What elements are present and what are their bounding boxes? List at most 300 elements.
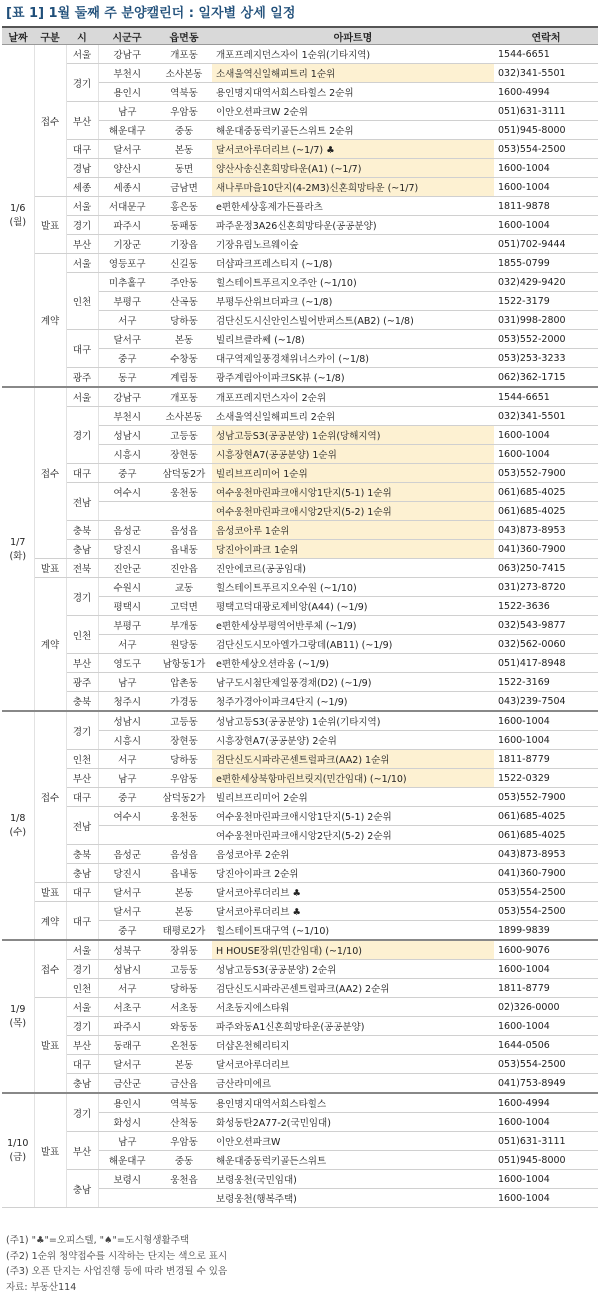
city-cell: 서울 (66, 998, 98, 1017)
header-row (2, 27, 598, 45)
city-cell: 부산 (66, 102, 98, 140)
header-city: 시 (66, 27, 98, 45)
district-cell: 달서구 (98, 902, 156, 921)
city-cell: 경기 (66, 1093, 98, 1132)
district-cell: 청주시 (98, 692, 156, 712)
town-cell: 가경동 (156, 692, 212, 712)
table-row (2, 769, 598, 788)
table-row (2, 578, 598, 597)
table-row (2, 788, 598, 807)
district-cell: 동구 (98, 368, 156, 388)
town-cell: 장위동 (156, 940, 212, 960)
district-cell: 성남시 (98, 426, 156, 445)
contact-cell: 061)685-4025 (494, 826, 598, 845)
apartment-cell: 금산라미에르 (212, 1074, 494, 1094)
apartment-cell: e편한세상부평역어반루체 (~1/9) (212, 616, 494, 635)
table-row (2, 1170, 598, 1189)
contact-cell: 1522-3169 (494, 673, 598, 692)
contact-cell: 032)341-5501 (494, 407, 598, 426)
city-cell: 부산 (66, 235, 98, 254)
city-cell: 인천 (66, 616, 98, 654)
date-cell: 1/7 (화) (2, 387, 34, 711)
table-row (2, 1132, 598, 1151)
town-cell: 고등동 (156, 711, 212, 731)
city-cell: 경남 (66, 159, 98, 178)
table-row (2, 864, 598, 883)
apartment-cell: 빌리브클라쎄 (~1/8) (212, 330, 494, 349)
town-cell: 웅천동 (156, 483, 212, 502)
city-cell: 충북 (66, 692, 98, 712)
district-cell: 음성군 (98, 521, 156, 540)
town-cell: 온천동 (156, 1036, 212, 1055)
district-cell: 강남구 (98, 45, 156, 64)
apartment-cell: 용인명지대역서희스타힐스 2순위 (212, 83, 494, 102)
district-cell: 서대문구 (98, 197, 156, 216)
district-cell (98, 1189, 156, 1208)
apartment-cell: 검단신도시파라곤센트럴파크(AA2) 2순위 (212, 979, 494, 998)
town-cell: 장현동 (156, 445, 212, 464)
city-cell: 부산 (66, 1036, 98, 1055)
city-cell: 서울 (66, 387, 98, 407)
header-contact: 연락처 (494, 27, 598, 45)
town-cell: 본동 (156, 330, 212, 349)
town-cell: 개포동 (156, 387, 212, 407)
type-cell: 발표 (34, 197, 66, 254)
apartment-cell: 대구역제일풍경채위너스카이 (~1/8) (212, 349, 494, 368)
town-cell: 삼덕동2가 (156, 464, 212, 483)
contact-cell: 1600-1004 (494, 960, 598, 979)
contact-cell: 1600-1004 (494, 426, 598, 445)
town-cell: 당하동 (156, 979, 212, 998)
contact-cell: 041)360-7900 (494, 540, 598, 559)
table-row (2, 483, 598, 502)
contact-cell: 1544-6651 (494, 387, 598, 407)
source-note: 자료: 부동산114 (6, 1281, 77, 1293)
contact-cell: 053)253-3233 (494, 349, 598, 368)
table-row (2, 407, 598, 426)
district-cell: 중구 (98, 349, 156, 368)
table-row (2, 102, 598, 121)
district-cell: 해운대구 (98, 1151, 156, 1170)
city-cell: 대구 (66, 1055, 98, 1074)
table-row (2, 1055, 598, 1074)
district-cell: 영도구 (98, 654, 156, 673)
apartment-cell: 해운대중동럭키골든스위트 2순위 (212, 121, 494, 140)
district-cell: 성남시 (98, 960, 156, 979)
district-cell (98, 502, 156, 521)
apartment-cell: 시흥장현A7(공공분양) 2순위 (212, 731, 494, 750)
header-apartment: 아파트명 (212, 27, 494, 45)
contact-cell: 053)552-7900 (494, 788, 598, 807)
town-cell: 소사본동 (156, 64, 212, 83)
apartment-cell: 음성코아루 1순위 (212, 521, 494, 540)
city-cell: 경기 (66, 216, 98, 235)
district-cell: 기장군 (98, 235, 156, 254)
contact-cell: 031)273-8720 (494, 578, 598, 597)
town-cell: 장현동 (156, 731, 212, 750)
town-cell: 서초동 (156, 998, 212, 1017)
table-row (2, 540, 598, 559)
contact-cell: 02)326-0000 (494, 998, 598, 1017)
date-cell: 1/8 (수) (2, 711, 34, 940)
city-cell: 충남 (66, 1074, 98, 1094)
table-row (2, 998, 598, 1017)
city-cell: 경기 (66, 64, 98, 102)
district-cell: 화성시 (98, 1113, 156, 1132)
contact-cell: 1811-8779 (494, 750, 598, 769)
table-row (2, 140, 598, 159)
district-cell: 세종시 (98, 178, 156, 197)
table-row (2, 673, 598, 692)
contact-cell: 053)554-2500 (494, 1055, 598, 1074)
town-cell: 소사본동 (156, 407, 212, 426)
table-row (2, 692, 598, 712)
city-cell: 경기 (66, 960, 98, 979)
contact-cell: 053)552-7900 (494, 464, 598, 483)
footnotes (6, 1233, 227, 1295)
contact-cell: 053)554-2500 (494, 902, 598, 921)
apartment-cell: 서초동지에스타워 (212, 998, 494, 1017)
town-cell: 기장읍 (156, 235, 212, 254)
contact-cell: 1600-4994 (494, 1093, 598, 1113)
city-cell: 부산 (66, 654, 98, 673)
district-cell: 음성군 (98, 845, 156, 864)
table-row (2, 559, 598, 578)
district-cell: 남구 (98, 1132, 156, 1151)
district-cell: 양산시 (98, 159, 156, 178)
table-row (2, 330, 598, 349)
apartment-cell: 새나루마을10단지(4-2M3)신혼희망타운 (~1/7) (212, 178, 494, 197)
apartment-cell: 여수웅천마린파크애시앙2단지(5-2) 2순위 (212, 826, 494, 845)
contact-cell: 1600-1004 (494, 731, 598, 750)
city-cell: 전북 (66, 559, 98, 578)
apartment-cell: 해운대중동럭키골든스위트 (212, 1151, 494, 1170)
apartment-cell: e편한세상오션라움 (~1/9) (212, 654, 494, 673)
district-cell: 진안군 (98, 559, 156, 578)
table-row (2, 521, 598, 540)
district-cell: 중구 (98, 788, 156, 807)
district-cell: 남구 (98, 673, 156, 692)
contact-cell: 032)543-9877 (494, 616, 598, 635)
town-cell (156, 826, 212, 845)
town-cell: 남항동1가 (156, 654, 212, 673)
town-cell: 음성읍 (156, 521, 212, 540)
contact-cell: 061)685-4025 (494, 502, 598, 521)
contact-cell: 031)998-2800 (494, 311, 598, 330)
table-row (2, 387, 598, 407)
contact-cell: 043)239-7504 (494, 692, 598, 712)
apartment-cell: 성남고등S3(공공분양) 1순위(당해지역) (212, 426, 494, 445)
town-cell: 부개동 (156, 616, 212, 635)
contact-cell: 053)554-2500 (494, 883, 598, 902)
type-cell: 발표 (34, 883, 66, 902)
city-cell: 서울 (66, 45, 98, 64)
type-cell: 계약 (34, 578, 66, 712)
district-cell: 달서구 (98, 140, 156, 159)
apartment-cell: 성남고등S3(공공분양) 1순위(기타지역) (212, 711, 494, 731)
district-cell: 평택시 (98, 597, 156, 616)
table-title: [표 1] 1월 둘째 주 분양캘린더 : 일자별 상세 일정 (6, 6, 296, 21)
town-cell: 주안동 (156, 273, 212, 292)
district-cell: 서초구 (98, 998, 156, 1017)
apartment-cell: e편한세상북항마린브릿지(민간임대) (~1/10) (212, 769, 494, 788)
town-cell: 홍은동 (156, 197, 212, 216)
type-cell: 접수 (34, 940, 66, 998)
city-cell: 광주 (66, 673, 98, 692)
apartment-cell: 당진아이파크 2순위 (212, 864, 494, 883)
district-cell (98, 826, 156, 845)
district-cell: 부천시 (98, 407, 156, 426)
town-cell: 태평로2가 (156, 921, 212, 941)
apartment-cell: 화성동탄2A77-2(국민임대) (212, 1113, 494, 1132)
district-cell: 수원시 (98, 578, 156, 597)
apartment-cell: 청주가경아이파크4단지 (~1/9) (212, 692, 494, 712)
header-type: 구분 (34, 27, 66, 45)
town-cell: 고등동 (156, 426, 212, 445)
apartment-cell: 남구도시첨단제일풍경채(D2) (~1/9) (212, 673, 494, 692)
schedule-table (2, 26, 598, 1208)
table-row (2, 750, 598, 769)
contact-cell: 1600-1004 (494, 1189, 598, 1208)
apartment-cell: 더샵온천헤리티지 (212, 1036, 494, 1055)
table-row (2, 940, 598, 960)
town-cell: 읍내동 (156, 864, 212, 883)
apartment-cell: 여수웅천마린파크애시앙1단지(5-1) 2순위 (212, 807, 494, 826)
district-cell: 남구 (98, 102, 156, 121)
contact-cell: 063)250-7415 (494, 559, 598, 578)
city-cell: 인천 (66, 273, 98, 330)
town-cell: 웅천읍 (156, 1170, 212, 1189)
table-row (2, 159, 598, 178)
town-cell: 본동 (156, 1055, 212, 1074)
contact-cell: 1855-0799 (494, 254, 598, 273)
apartment-cell: 개포프레지던스자이 1순위(기타지역) (212, 45, 494, 64)
header-town: 읍면동 (156, 27, 212, 45)
contact-cell: 051)945-8000 (494, 1151, 598, 1170)
district-cell: 용인시 (98, 1093, 156, 1113)
apartment-cell: 힐스테이트대구역 (~1/10) (212, 921, 494, 941)
city-cell: 인천 (66, 979, 98, 998)
footnote-2: (주2) 1순위 청약접수를 시작하는 단지는 색으로 표시 (6, 1250, 228, 1262)
district-cell: 부평구 (98, 292, 156, 311)
contact-cell: 032)429-9420 (494, 273, 598, 292)
apartment-cell: 달서코아루더리브 (~1/7) ♣ (212, 140, 494, 159)
schedule-body (2, 45, 598, 1208)
district-cell: 달서구 (98, 1055, 156, 1074)
contact-cell: 1600-1004 (494, 216, 598, 235)
district-cell: 파주시 (98, 1017, 156, 1036)
apartment-cell: 달서코아루더리브 ♣ (212, 883, 494, 902)
city-cell: 대구 (66, 464, 98, 483)
city-cell: 경기 (66, 711, 98, 750)
town-cell (156, 502, 212, 521)
city-cell: 인천 (66, 750, 98, 769)
district-cell: 중구 (98, 921, 156, 941)
contact-cell: 1811-8779 (494, 979, 598, 998)
table-row (2, 845, 598, 864)
apartment-cell: H HOUSE장위(민간임대) (~1/10) (212, 940, 494, 960)
city-cell: 충북 (66, 521, 98, 540)
town-cell: 웅천동 (156, 807, 212, 826)
city-cell: 충남 (66, 540, 98, 559)
table-row (2, 807, 598, 826)
town-cell: 삼덕동2가 (156, 788, 212, 807)
table-row (2, 1017, 598, 1036)
contact-cell: 062)362-1715 (494, 368, 598, 388)
city-cell: 전남 (66, 483, 98, 521)
type-cell: 발표 (34, 998, 66, 1094)
district-cell: 영등포구 (98, 254, 156, 273)
type-cell: 접수 (34, 45, 66, 197)
table-row (2, 711, 598, 731)
apartment-cell: 이안오션파크W (212, 1132, 494, 1151)
town-cell: 신길동 (156, 254, 212, 273)
contact-cell: 041)753-8949 (494, 1074, 598, 1094)
city-cell: 서울 (66, 197, 98, 216)
apartment-cell: 소새울역신일해피트리 1순위 (212, 64, 494, 83)
city-cell: 전남 (66, 807, 98, 845)
town-cell: 계림동 (156, 368, 212, 388)
contact-cell: 061)685-4025 (494, 483, 598, 502)
contact-cell: 041)360-7900 (494, 864, 598, 883)
contact-cell: 1600-1004 (494, 178, 598, 197)
table-row (2, 368, 598, 388)
town-cell: 원당동 (156, 635, 212, 654)
contact-cell: 1600-1004 (494, 711, 598, 731)
apartment-cell: 파주와동A1신혼희망타운(공공분양) (212, 1017, 494, 1036)
apartment-cell: 보령웅천(행복주택) (212, 1189, 494, 1208)
contact-cell: 1600-4994 (494, 83, 598, 102)
contact-cell: 1811-9878 (494, 197, 598, 216)
contact-cell: 043)873-8953 (494, 845, 598, 864)
apartment-cell: 달서코아루더리브 ♣ (212, 902, 494, 921)
town-cell: 금남면 (156, 178, 212, 197)
contact-cell: 1899-9839 (494, 921, 598, 941)
district-cell: 서구 (98, 635, 156, 654)
apartment-cell: 빌리브프리미어 1순위 (212, 464, 494, 483)
header-date: 날짜 (2, 27, 34, 45)
contact-cell: 051)417-8948 (494, 654, 598, 673)
district-cell: 미추홀구 (98, 273, 156, 292)
town-cell: 당하동 (156, 750, 212, 769)
district-cell: 서구 (98, 750, 156, 769)
district-cell: 해운대구 (98, 121, 156, 140)
city-cell: 충남 (66, 1170, 98, 1208)
table-row (2, 64, 598, 83)
contact-cell: 051)702-9444 (494, 235, 598, 254)
footnote-1: (주1) "♣"=오피스텔, "♠"=도시형생활주택 (6, 1235, 190, 1246)
apartment-cell: 부평두산위브더파크 (~1/8) (212, 292, 494, 311)
contact-cell: 051)631-3111 (494, 1132, 598, 1151)
apartment-cell: 광주계림아이파크SK뷰 (~1/8) (212, 368, 494, 388)
table-row (2, 654, 598, 673)
apartment-cell: 빌리브프리미어 2순위 (212, 788, 494, 807)
town-cell: 중동 (156, 121, 212, 140)
contact-cell: 1544-6651 (494, 45, 598, 64)
district-cell: 남구 (98, 769, 156, 788)
town-cell: 산척동 (156, 1113, 212, 1132)
district-cell: 보령시 (98, 1170, 156, 1189)
type-cell: 발표 (34, 559, 66, 578)
table-row (2, 902, 598, 921)
apartment-cell: 힐스테이트푸르지오수원 (~1/10) (212, 578, 494, 597)
apartment-cell: 여수웅천마린파크애시앙1단지(5-1) 1순위 (212, 483, 494, 502)
city-cell: 광주 (66, 368, 98, 388)
table-row (2, 1093, 598, 1113)
town-cell: 개포동 (156, 45, 212, 64)
city-cell: 충북 (66, 845, 98, 864)
footnote-3: (주3) 오픈 단지는 사업진행 등에 따라 변경될 수 있음 (6, 1266, 228, 1277)
apartment-cell: 달서코아루더리브 (212, 1055, 494, 1074)
table-row (2, 1074, 598, 1094)
apartment-cell: 진안에코르(공공임대) (212, 559, 494, 578)
contact-cell: 1600-1004 (494, 1113, 598, 1132)
apartment-cell: 검단신도시모아엘가그랑데(AB11) (~1/9) (212, 635, 494, 654)
district-cell: 성북구 (98, 940, 156, 960)
table-row (2, 273, 598, 292)
town-cell: 읍내동 (156, 540, 212, 559)
apartment-cell: 당진아이파크 1순위 (212, 540, 494, 559)
town-cell: 우암동 (156, 102, 212, 121)
contact-cell: 1522-0329 (494, 769, 598, 788)
contact-cell: 053)552-2000 (494, 330, 598, 349)
type-cell: 발표 (34, 1093, 66, 1208)
district-cell: 당진시 (98, 540, 156, 559)
table-row (2, 254, 598, 273)
city-cell: 경기 (66, 578, 98, 616)
district-cell: 강남구 (98, 387, 156, 407)
contact-cell: 051)945-8000 (494, 121, 598, 140)
header-district: 시군구 (98, 27, 156, 45)
town-cell: 본동 (156, 883, 212, 902)
district-cell: 시흥시 (98, 445, 156, 464)
apartment-cell: 더샵파크프레스티지 (~1/8) (212, 254, 494, 273)
district-cell: 파주시 (98, 216, 156, 235)
town-cell: 진안읍 (156, 559, 212, 578)
city-cell: 서울 (66, 254, 98, 273)
city-cell: 대구 (66, 788, 98, 807)
apartment-cell: 음성코아루 2순위 (212, 845, 494, 864)
town-cell: 동면 (156, 159, 212, 178)
apartment-cell: 소새울역신일해피트리 2순위 (212, 407, 494, 426)
city-cell: 세종 (66, 178, 98, 197)
apartment-cell: 파주운정3A26신혼희망타운(공공분양) (212, 216, 494, 235)
contact-cell: 051)631-3111 (494, 102, 598, 121)
town-cell: 교동 (156, 578, 212, 597)
contact-cell: 1600-1004 (494, 445, 598, 464)
apartment-cell: 평택고덕대광로제비앙(A44) (~1/9) (212, 597, 494, 616)
district-cell: 부천시 (98, 64, 156, 83)
date-cell: 1/10 (금) (2, 1093, 34, 1208)
city-cell: 경기 (66, 407, 98, 464)
table-row (2, 883, 598, 902)
city-cell: 경기 (66, 1017, 98, 1036)
type-cell: 접수 (34, 387, 66, 559)
apartment-cell: 여수웅천마린파크애시앙2단지(5-2) 1순위 (212, 502, 494, 521)
type-cell: 계약 (34, 254, 66, 388)
city-cell: 대구 (66, 902, 98, 941)
town-cell: 우암동 (156, 1132, 212, 1151)
table-row (2, 1036, 598, 1055)
city-cell: 서울 (66, 940, 98, 960)
town-cell: 동패동 (156, 216, 212, 235)
contact-cell: 1600-9076 (494, 940, 598, 960)
district-cell: 부평구 (98, 616, 156, 635)
town-cell: 본동 (156, 902, 212, 921)
town-cell: 역북동 (156, 1093, 212, 1113)
contact-cell: 1644-0506 (494, 1036, 598, 1055)
apartment-cell: 개포프레지던스자이 2순위 (212, 387, 494, 407)
